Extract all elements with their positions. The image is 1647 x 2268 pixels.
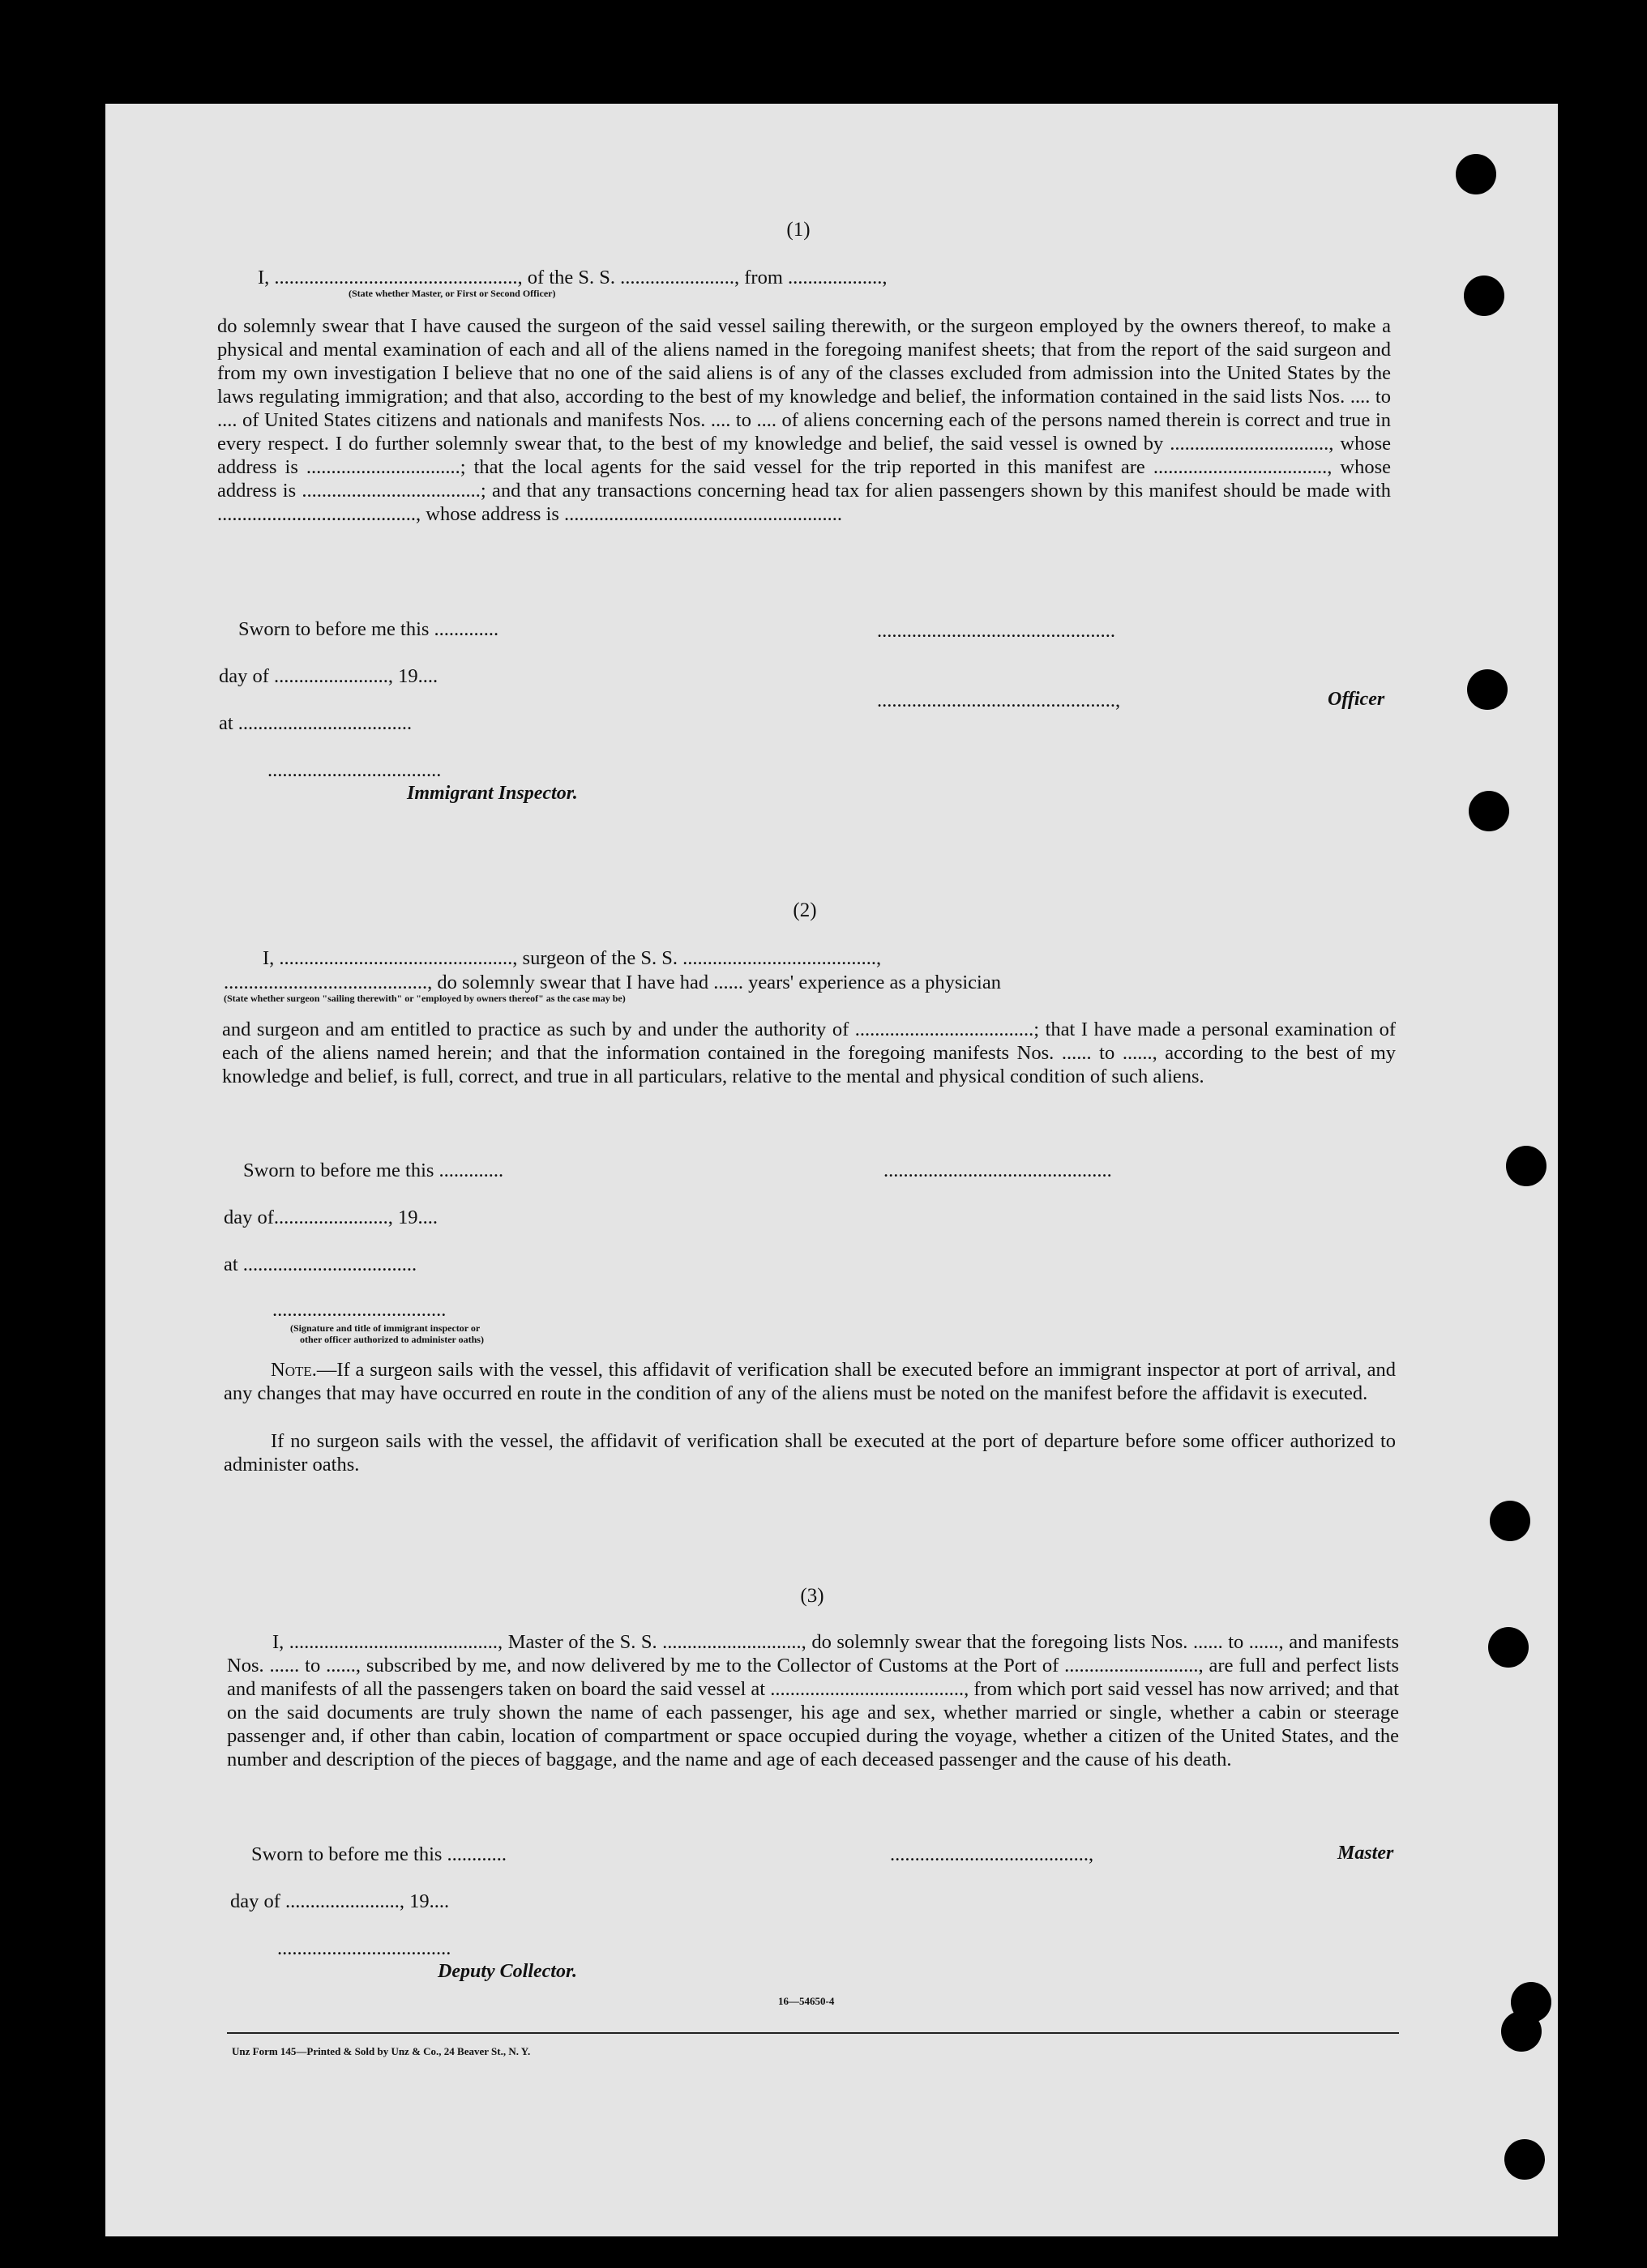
section-2-line2: ........................................., do solemnly swear that I have had ...... years' experience as a physician bbox=[224, 972, 1001, 993]
section-1-line1: I, ................................................., of the S. S. ......................., from ..................., bbox=[258, 267, 888, 288]
punch-hole bbox=[1464, 275, 1504, 316]
footer-printer: Unz Form 145—Printed & Sold by Unz & Co., 24 Beaver St., N. Y. bbox=[232, 2045, 531, 2057]
note-text-1: —If a surgeon sails with the vessel, this affidavit of verification shall be executed before an immigrant inspector at port of arrival, and any changes that may have occurred en route in the condition of any of the aliens must be noted on the manifest before the affidavit is executed. bbox=[224, 1359, 1396, 1404]
section-1-inspector-line: ................................... bbox=[267, 759, 442, 781]
section-1-officer-line: ................................................, bbox=[877, 690, 1121, 711]
section-1-day: day of ......................., 19.... bbox=[219, 665, 438, 687]
punch-hole bbox=[1488, 1627, 1529, 1668]
section-3-master-label: Master bbox=[1337, 1843, 1394, 1864]
section-2-at: at ................................... bbox=[224, 1254, 417, 1275]
section-1-paragraph: do solemnly swear that I have caused the surgeon of the said vessel sailing therewith, or the surgeon employed by the owners thereof, to make a physical and mental examination of each and all of the aliens named in the foregoing manifest sheets; that from the report of the said surgeon and from my own investigation I believe that no one of the said aliens is of any of the classes excluded from admission into the United States by the laws regulating immigration; and that also, according to the best of my knowledge and belief, the information contained in the said lists Nos. .... to .... of United States citizens and nationals and manifests Nos. .... to .... of aliens concerning each of the persons named therein is correct and true in every respect. I do further solemnly swear that, to the best of my knowledge and belief, the said vessel is owned by ................................, whose address is ...............................; that the local agents for the said vessel for the trip reported in this manifest are ..................................., whose address is ....................................; and that any transactions concerning head tax for alien passengers shown by this manifest should be made with ........................................, whose address is ........................................................ bbox=[217, 315, 1391, 525]
punch-hole bbox=[1469, 791, 1509, 831]
section-2-note-2: If no surgeon sails with the vessel, the affidavit of verification shall be executed at the port of departure before some officer authorized to administer oaths. bbox=[224, 1430, 1396, 1476]
note-label: Note. bbox=[271, 1359, 317, 1381]
punch-hole bbox=[1506, 1146, 1546, 1186]
punch-hole bbox=[1504, 2139, 1545, 2180]
section-2-line1: I, ..............................................., surgeon of the S. S. ......................................., bbox=[263, 947, 882, 969]
section-1-at: at ................................... bbox=[219, 712, 413, 734]
section-3-paragraph: I, .........................................., Master of the S. S. ............................, do solemnly swear that the foregoing lists Nos. ...... to ......, and manifests Nos. ...... to ......, subscribed by me, and now delivered by me to the Collector of Customs at the Port of ..........................., are full and perfect lists and manifests of all the passengers taken on board the said vessel at ......................................., from which port said vessel has now arrived; and that on the said documents are truly shown the name of each passenger, his age and sex, whether married or single, whether a cabin or steerage passenger and, if other than cabin, location of compartment or space occupied during the voyage, whether a citizen of the United States, and the number and description of the pieces of baggage, and the name and age of each deceased passenger and the cause of his death. bbox=[227, 1631, 1399, 1770]
section-1-inspector-label: Immigrant Inspector. bbox=[407, 783, 578, 804]
section-2-inspector-note-2: other officer authorized to administer oaths) bbox=[300, 1334, 484, 1345]
section-2-signature-line: .............................................. bbox=[883, 1160, 1112, 1181]
section-2-sworn: Sworn to before me this ............. bbox=[243, 1160, 504, 1181]
section-2-note bbox=[224, 1358, 1396, 1405]
section-3-sworn: Sworn to before me this ............ bbox=[251, 1843, 507, 1865]
section-3-master-line: ........................................, bbox=[890, 1843, 1094, 1865]
section-2-line2-note: (State whether surgeon "sailing therewith" or "employed by owners thereof" as the case may be) bbox=[224, 993, 626, 1004]
section-3-number: (3) bbox=[800, 1585, 824, 1607]
section-2-inspector-line: ................................... bbox=[272, 1299, 447, 1321]
section-1-number: (1) bbox=[786, 219, 811, 241]
section-2-number: (2) bbox=[793, 899, 817, 921]
section-1-line1-note: (State whether Master, or First or Second Officer) bbox=[349, 288, 556, 299]
section-3-collector-line: ................................... bbox=[277, 1937, 451, 1959]
section-3-collector-label: Deputy Collector. bbox=[438, 1961, 577, 1982]
punch-hole bbox=[1490, 1501, 1530, 1541]
punch-hole bbox=[1456, 154, 1496, 194]
section-2-inspector-note-1: (Signature and title of immigrant inspector or bbox=[290, 1322, 481, 1334]
footer-rule bbox=[227, 2032, 1399, 2034]
section-1-officer-label: Officer bbox=[1328, 689, 1385, 710]
section-1-signature-line: ................................................ bbox=[877, 620, 1115, 642]
section-2-day: day of......................., 19.... bbox=[224, 1207, 438, 1228]
form-page bbox=[105, 104, 1558, 2236]
section-1-sworn: Sworn to before me this ............. bbox=[238, 618, 499, 640]
punch-hole bbox=[1501, 2011, 1542, 2052]
form-code: 16—54650-4 bbox=[778, 1995, 835, 2007]
section-2-paragraph: and surgeon and am entitled to practice as such by and under the authority of ....................................; that I have made a personal examination of each of the aliens named herein; and that the information contained in the foregoing manifests Nos. ...... to ......, according to the best of my knowledge and belief, is full, correct, and true in all particulars, relative to the mental and physical condition of such aliens. bbox=[222, 1019, 1396, 1087]
section-3-day: day of ......................., 19.... bbox=[230, 1890, 450, 1912]
punch-hole bbox=[1467, 669, 1508, 710]
